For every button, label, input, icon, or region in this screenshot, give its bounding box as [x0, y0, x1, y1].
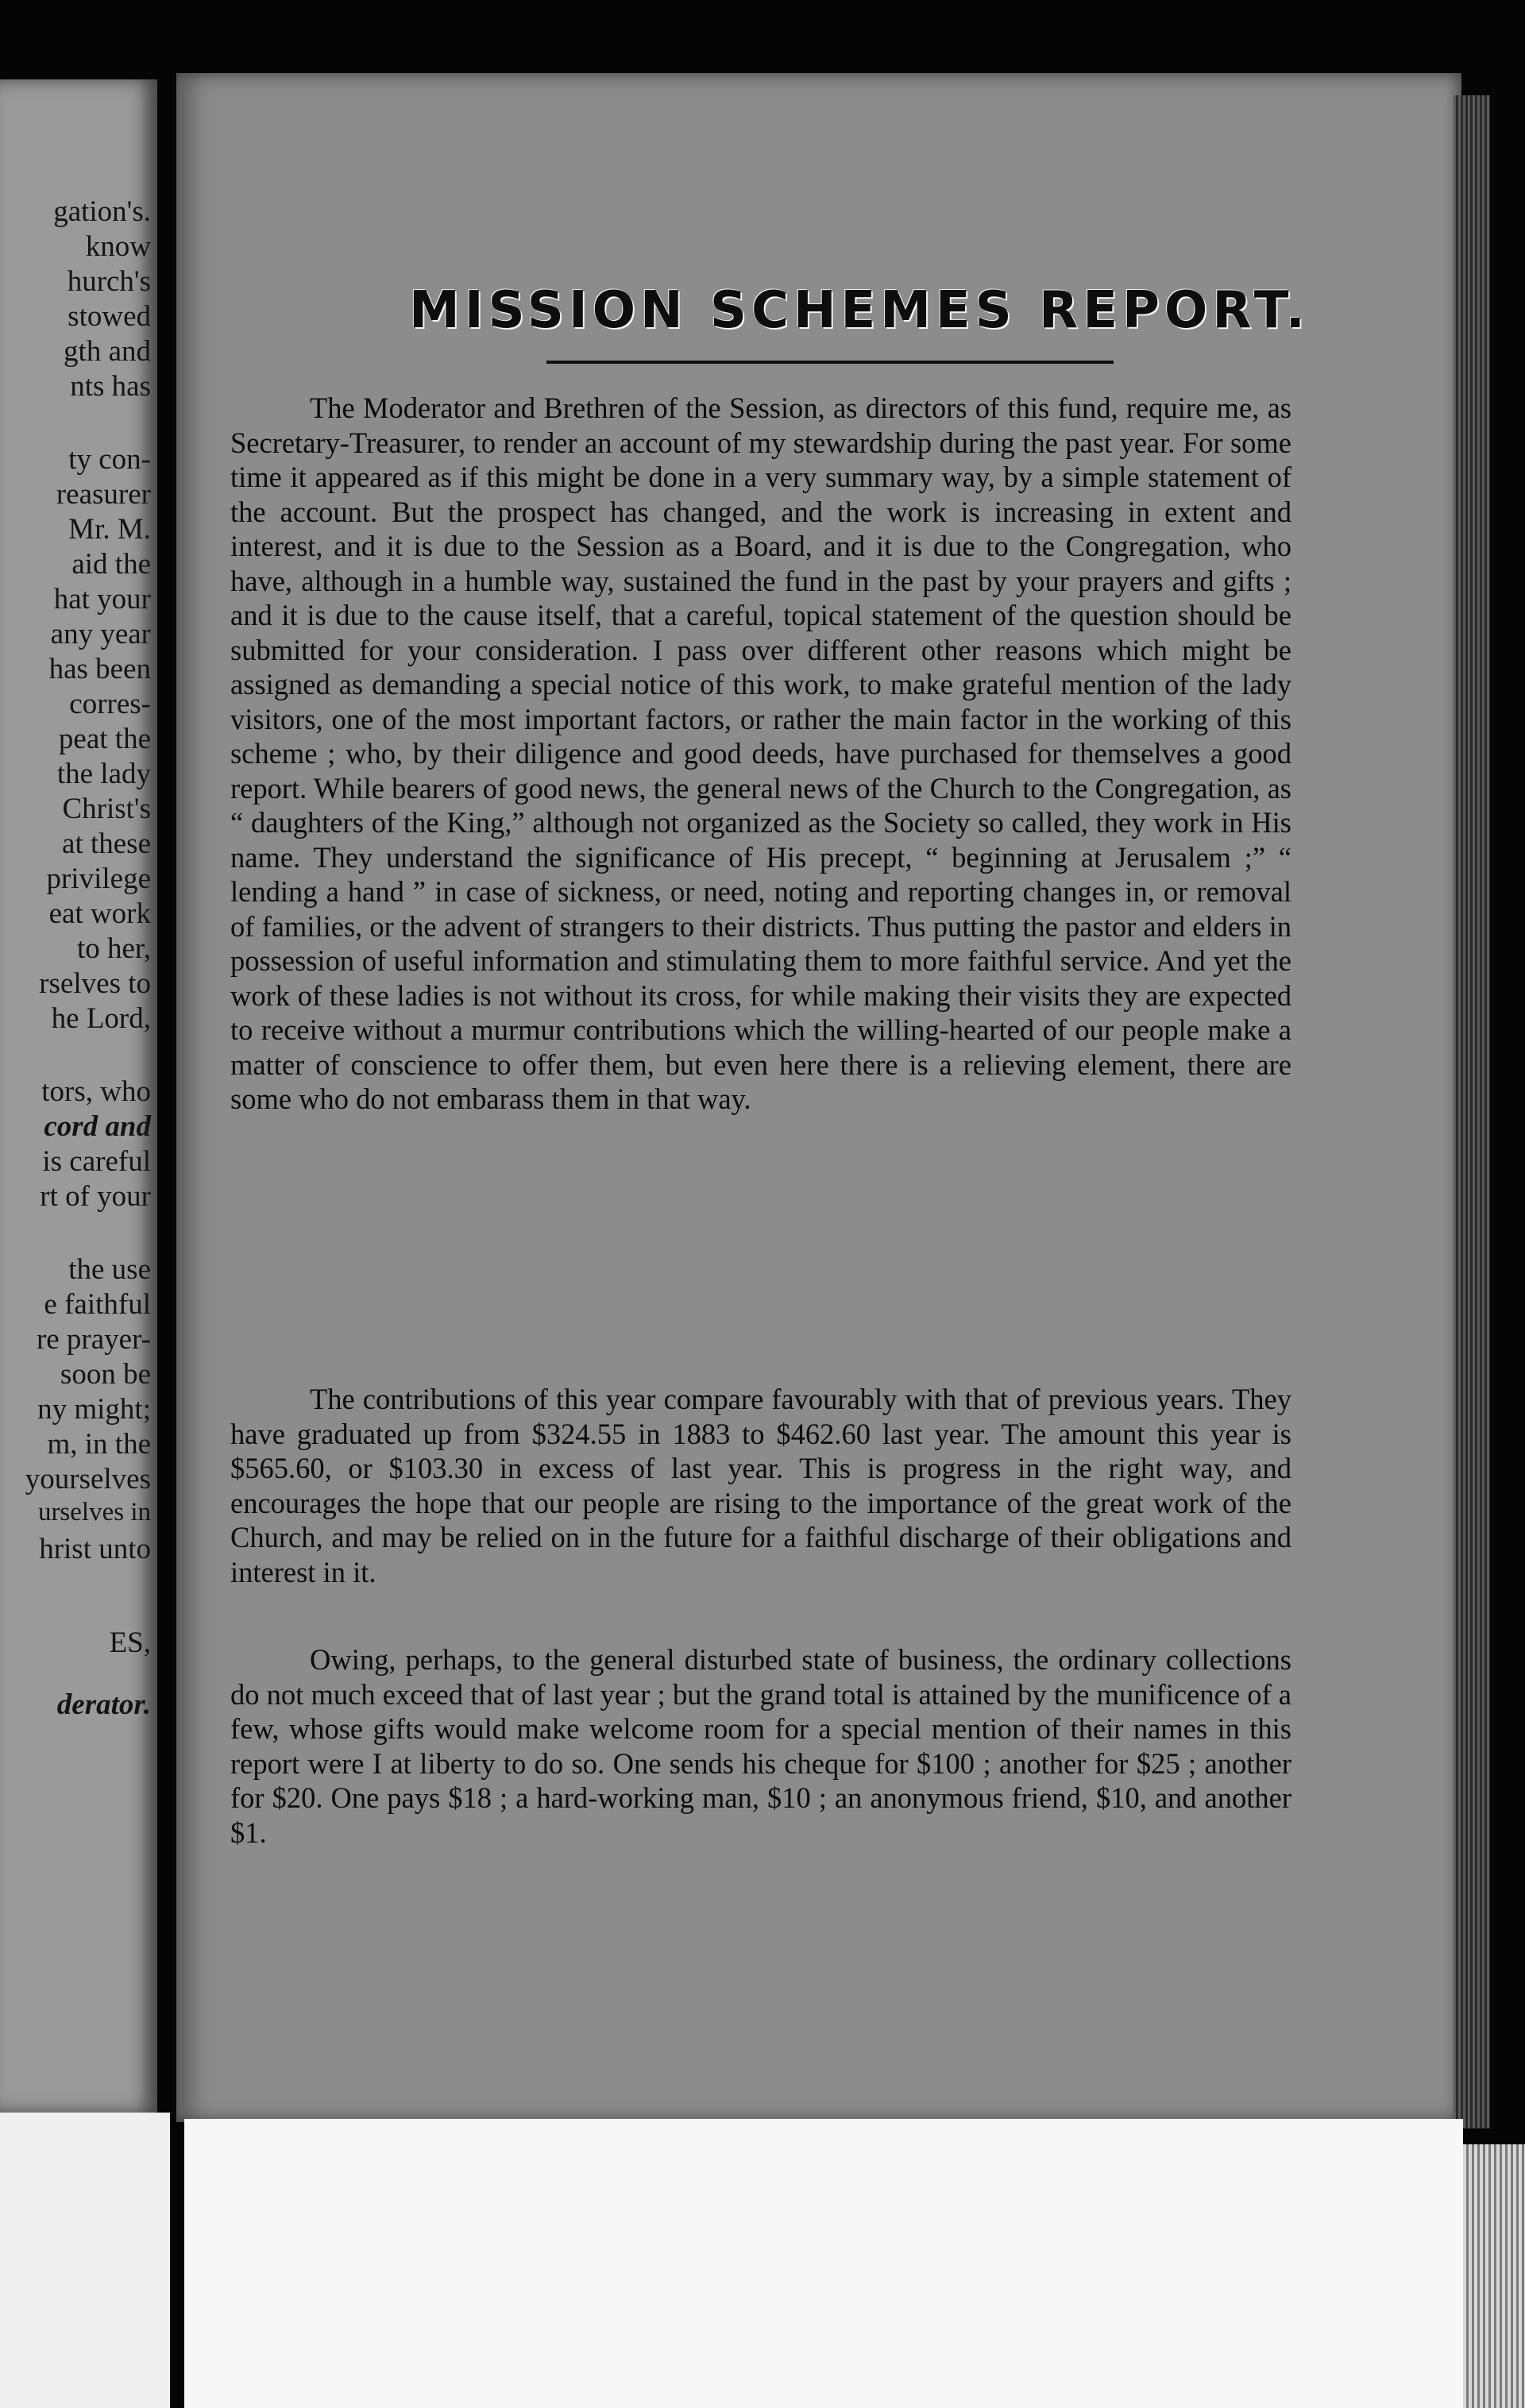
left-page-line: stowed	[68, 300, 151, 333]
left-page-line: reasurer	[56, 478, 151, 511]
left-page-line: e faithful	[44, 1288, 151, 1321]
page-title: MISSION SCHEMES REPORT.	[409, 281, 1310, 340]
left-page-line: nts has	[70, 370, 151, 403]
left-page-line: rselves to	[39, 967, 151, 1000]
left-page-line: privilege	[46, 862, 151, 895]
left-page-line: yourselves	[25, 1463, 151, 1495]
left-page-line: to her,	[76, 932, 151, 965]
left-page-line: re prayer-	[36, 1323, 151, 1356]
blank-sheet	[184, 2119, 1463, 2408]
document-page	[176, 73, 1461, 2122]
paragraph-3-text: Owing, perhaps, to the general disturbed state of business, the ordinary collections do not much exceed that of last year ; but the grand total is attained by the munificence of a few, whose gifts would make welcome room for a special mention of their names in this report were I at liberty to do so. One sends his cheque for $100 ; another for $25 ; another for $20. One pays $18 ; a hard-working man, $10 ; an anonymous friend, $10, and another $1.	[230, 1643, 1291, 1849]
left-page-line: urselves in	[37, 1498, 151, 1526]
blank-sheet-left	[0, 2113, 170, 2408]
left-page-line: ES,	[109, 1627, 151, 1659]
title-rule	[546, 361, 1114, 364]
left-page-line: know	[85, 230, 151, 263]
left-page-line: rt of your	[40, 1180, 151, 1213]
blank-sheet-edge	[1463, 2144, 1525, 2408]
left-page-line: eat work	[48, 897, 151, 930]
left-page-line: any year	[50, 618, 151, 650]
left-page-line: tors, who	[41, 1075, 151, 1108]
left-page-line: he Lord,	[51, 1002, 151, 1035]
left-page-line: the lady	[56, 758, 151, 790]
left-page-line: has been	[48, 653, 151, 685]
left-page-line: at these	[62, 828, 151, 860]
left-page-line: hrist unto	[39, 1533, 151, 1565]
left-page-line: cord and	[44, 1110, 151, 1143]
left-page-line: soon be	[60, 1358, 151, 1391]
left-page-line: ty con-	[68, 443, 151, 476]
left-page-line: m, in the	[47, 1428, 151, 1461]
left-page-line: Mr. M.	[68, 513, 151, 546]
previous-page-fragment	[0, 79, 157, 2113]
page-stack-edge	[1454, 95, 1490, 2128]
left-page-line: hat your	[53, 583, 151, 616]
paragraph-1	[230, 391, 1291, 1117]
left-page-line: hurch's	[67, 265, 151, 298]
left-page-line: gation's.	[53, 195, 151, 228]
left-page-line: is careful	[42, 1145, 151, 1178]
paragraph-2-text: The contributions of this year compare favourably with that of previous years. They have graduated up from $324.55 in 1883 to $462.60 last year. The amount this year is $565.60, or $103.30 in excess of last year. This is progress in the right way, and encourages the hope that our people are rising to the importance of the great work of the Church, and may be relied on in the future for a faithful discharge of their obligations and interest in it.	[230, 1383, 1291, 1588]
left-page-line: Christ's	[62, 793, 151, 825]
paragraph-3	[230, 1642, 1291, 1850]
left-page-line: gth and	[64, 335, 151, 368]
left-page-line: peat the	[58, 723, 151, 755]
left-page-line: corres-	[69, 688, 151, 720]
left-page-line: aid the	[71, 548, 151, 581]
left-page-line: the use	[68, 1253, 151, 1286]
left-page-line: derator.	[56, 1688, 151, 1721]
left-page-line: ny might;	[37, 1393, 151, 1426]
paragraph-1-text: The Moderator and Brethren of the Session, as directors of this fund, require me, as Secretary-Treasurer, to render an account of my stewardship during the past year. For some time it appeared as if this might be done in a very summary way, by a simple statement of the account. But the prospect has changed, and the work is increasing in extent and interest, and it is due to the Session as a Board, and it is due to the Congregation, who have, although in a humble way, sustained the fund in the past by your prayers and gifts ; and it is due to the cause itself, that a careful, topical statement of the question should be submitted for your consideration. I pass over different other reasons which might be assigned as demanding a special notice of this work, to make grateful mention of the lady visitors, one of the most important factors, or rather the main factor in the working of this scheme ; who, by their diligence and good deeds, have purchased for themselves a good report. While bearers of good news, the general news of the Church to the Congregation, as “ daughters of the King,” although not organized as the Society so called, they work in His name. They understand the significance of His precept, “ beginning at Jerusalem ;” “ lending a hand ” in case of sickness, or need, noting and reporting changes in, or removal of families, or the advent of strangers to their districts. Thus putting the pastor and elders in possession of useful information and stimulating them to more faithful service. And yet the work of these ladies is not without its cross, for while making their visits they are expected to receive without a murmur contributions which the willing-hearted of our people make a matter of conscience to offer them, but even here there is a relieving element, there are some who do not embarass them in that way.	[230, 392, 1291, 1115]
paragraph-2	[230, 1382, 1291, 1589]
